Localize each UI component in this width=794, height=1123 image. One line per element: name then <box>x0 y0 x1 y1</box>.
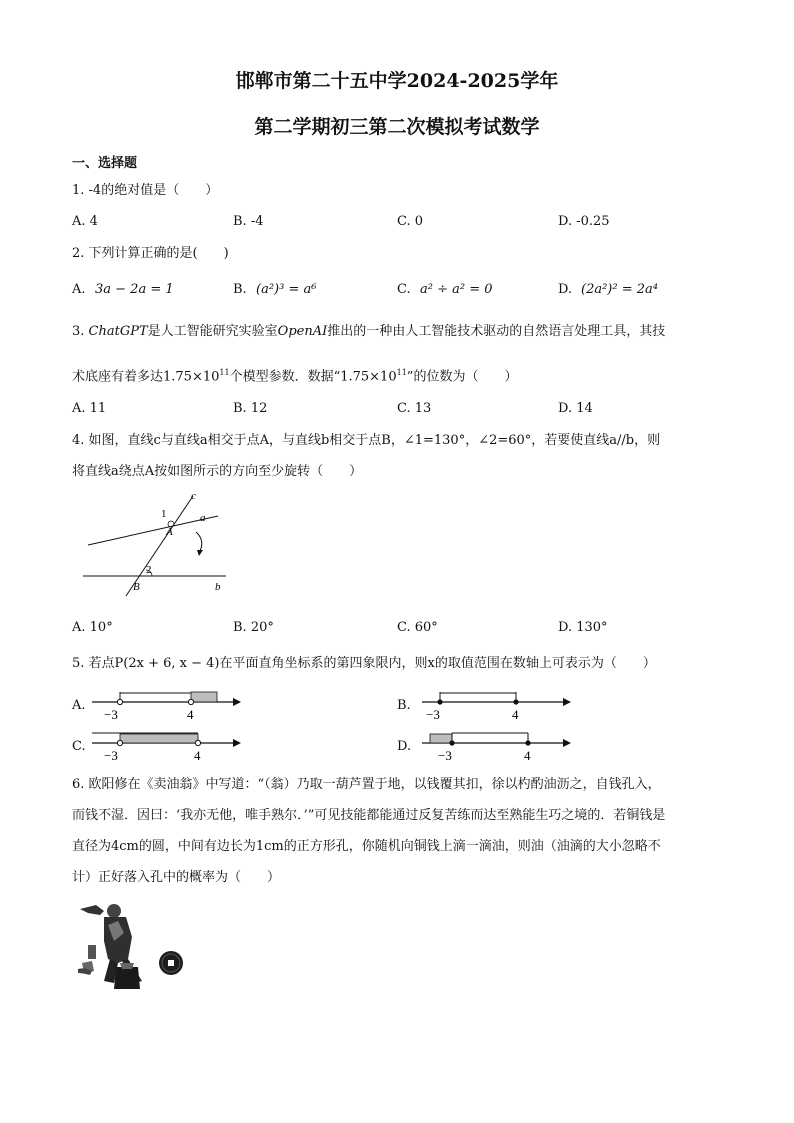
label-1: 1 <box>161 508 167 520</box>
svg-text:−3: −3 <box>438 748 452 763</box>
q5-numberline-a <box>88 688 243 724</box>
svg-text:−3: −3 <box>104 748 118 763</box>
q2-option-d-expr: (2a²)² = 2a⁴ <box>581 282 658 297</box>
q4-option-a: A. 10° <box>72 620 113 635</box>
q3-option-c: C. 13 <box>397 401 432 416</box>
q5-numberline-b <box>418 688 573 724</box>
q1-option-c: C. 0 <box>397 214 424 229</box>
label-b: b <box>215 581 221 593</box>
rotation-arrowhead <box>197 550 203 556</box>
q6-line2: 而钱不湿．因曰：‘我亦无他，唯手熟尔．’”可见技能都能通过反复苦练而达至熟能生巧之境的．若铜钱是 <box>72 808 666 823</box>
q1-stem: 1. -4的绝对值是（ ） <box>72 183 219 198</box>
q2-option-d-label: D. <box>558 282 573 297</box>
gourd-stool <box>114 963 140 989</box>
oil-seller-illustration <box>74 897 190 993</box>
q1-option-d: D. -0.25 <box>558 214 610 229</box>
q5-option-a-label: A. <box>72 698 86 713</box>
q3-option-b: B. 12 <box>233 401 268 416</box>
q4-stem-line1: 4. 如图，直线c与直线a相交于点A，与直线b相交于点B，∠1=130°，∠2=60°，若要使直线a//b，则 <box>72 433 661 448</box>
page-title-line2: 第二学期初三第二次模拟考试数学 <box>254 116 540 138</box>
q3-option-a: A. 11 <box>72 401 107 416</box>
q5-option-b-label: B. <box>397 698 411 713</box>
label-point-B: B <box>133 581 140 593</box>
q5-stem: 5. 若点P(2x + 6, x − 4)在平面直角坐标系的第四象限内，则x的取值范围在数轴上可表示为（ ） <box>72 656 656 671</box>
page-title-line1: 邯郸市第二十五中学2024-2025学年 <box>235 70 559 92</box>
section-heading: 一、选择题 <box>72 156 138 171</box>
rotation-arrow <box>196 532 202 551</box>
label-point-A: A <box>166 526 173 538</box>
q2-option-b-label: B. <box>233 282 247 297</box>
q2-option-c-label: C. <box>397 282 411 297</box>
svg-text:−3: −3 <box>426 707 440 722</box>
label-2: 2 <box>146 564 152 576</box>
q5-option-c-label: C. <box>72 739 86 754</box>
svg-text:4: 4 <box>524 748 531 763</box>
q2-stem: 2. 下列计算正确的是( ) <box>72 246 229 261</box>
svg-text:4: 4 <box>194 748 201 763</box>
line-a <box>88 516 218 545</box>
label-a: a <box>200 512 206 524</box>
q4-figure <box>78 488 238 598</box>
svg-text:−3: −3 <box>104 707 118 722</box>
q4-option-b: B. 20° <box>233 620 274 635</box>
q4-option-c: C. 60° <box>397 620 438 635</box>
q3-option-d: D. 14 <box>558 401 593 416</box>
q5-option-d-label: D. <box>397 739 412 754</box>
q3-stem-line2: 术底座有着多达$1.75\times 10^{11}$个模型参数．数据“$1.75\times 10^{11}$”的位数为（ ） <box>72 368 518 385</box>
q2-option-b-expr: (a²)³ = a⁶ <box>256 282 317 297</box>
q5-numberline-d <box>418 729 573 765</box>
q2-option-c-expr: a² ÷ a² = 0 <box>420 282 493 297</box>
svg-text:4: 4 <box>187 707 194 722</box>
q6-line3: 直径为4cm的圆，中间有边长为1cm的正方形孔，你随机向铜钱上滴一滴油，则油（油滴的大小忽略不 <box>72 839 661 854</box>
q6-line1: 6. 欧阳修在《卖油翁》中写道：“（翁）乃取一葫芦置于地，以钱覆其扣，徐以杓酌油沥之，自钱孔入， <box>72 777 661 792</box>
q1-option-b: B. -4 <box>233 214 264 229</box>
q2-option-a-expr: 3a − 2a = 1 <box>95 282 174 297</box>
q4-stem-line2: 将直线a绕点A按如图所示的方向至少旋转（ ） <box>72 464 363 479</box>
label-c: c <box>191 490 196 502</box>
q5-numberline-c <box>88 729 243 765</box>
q4-option-d: D. 130° <box>558 620 608 635</box>
q3-stem-line1: 3. ChatGPT是人工智能研究实验室OpenAI推出的一种由人工智能技术驱动的自然语言处理工具，其技 <box>72 324 666 339</box>
q2-option-a-label: A. <box>72 282 86 297</box>
q6-line4: 计）正好落入孔中的概率为（ ） <box>72 870 281 885</box>
q1-option-a: A. 4 <box>72 214 98 229</box>
svg-text:4: 4 <box>512 707 519 722</box>
copper-coin-icon <box>159 951 183 975</box>
